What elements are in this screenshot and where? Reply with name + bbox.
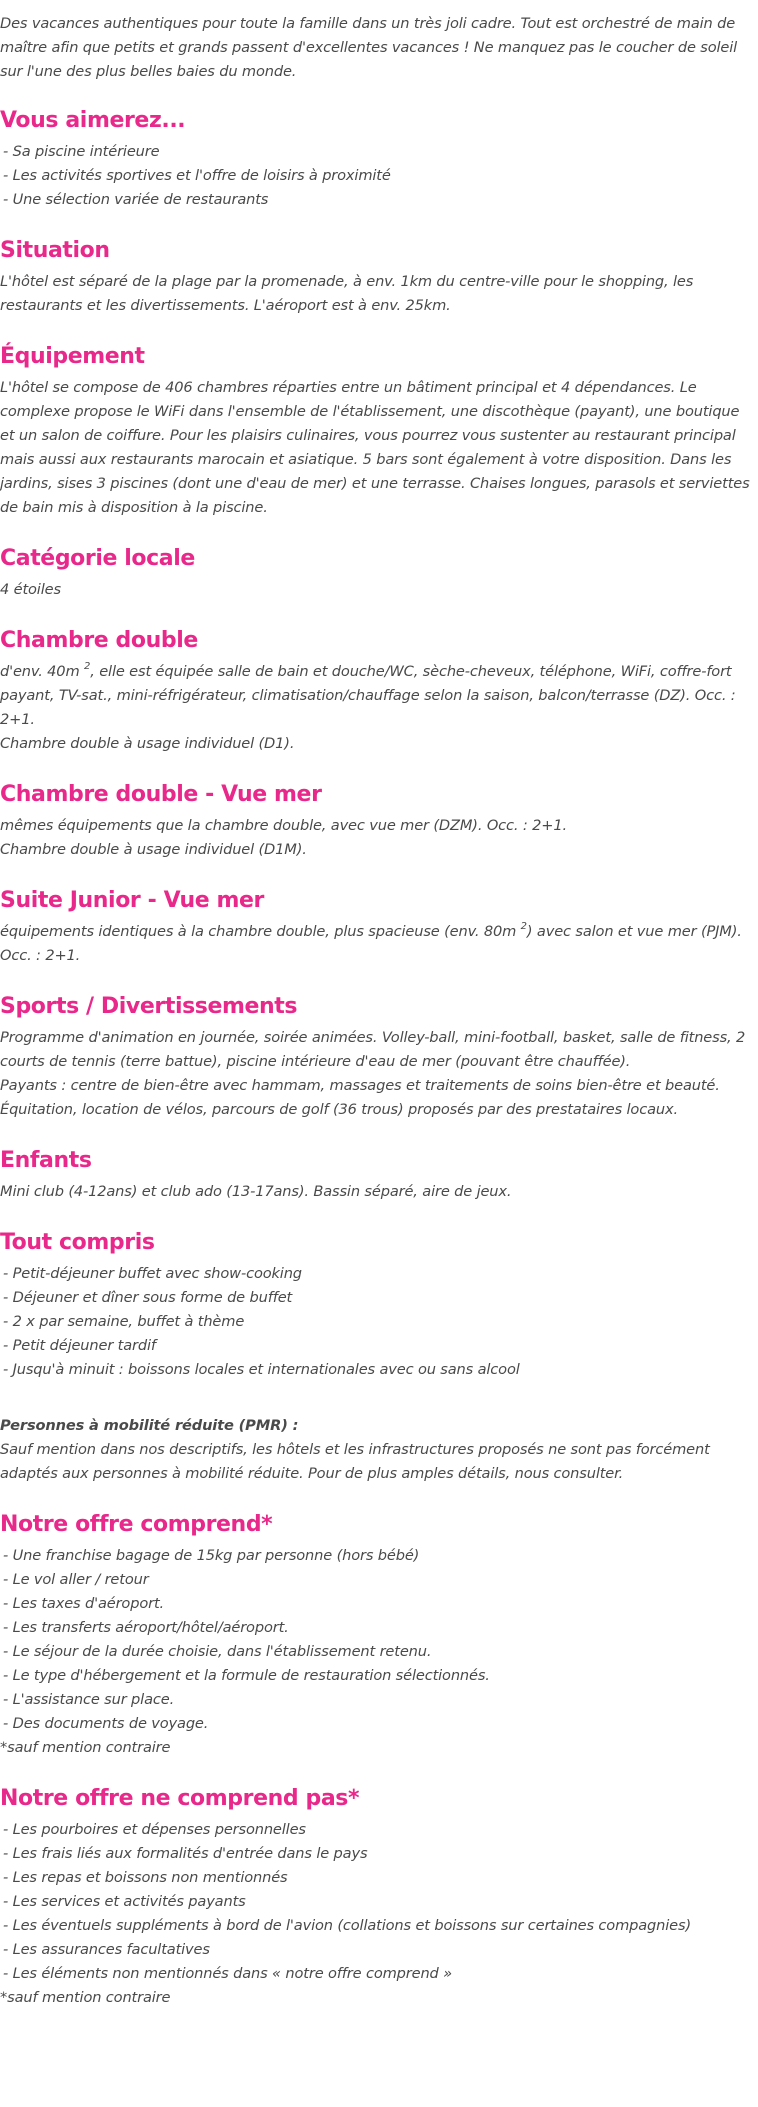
list-item: - Les éventuels suppléments à bord de l'avion (collations et boissons sur certaines compagnies) [3, 1917, 692, 1934]
section-title: Sports / Divertissements [0, 994, 298, 1019]
list-item: - Les repas et boissons non mentionnés [3, 1869, 288, 1886]
section-equipement [0, 342, 758, 520]
chambre-double-individuel: Chambre double à usage individuel (D1). [0, 735, 295, 752]
section-chambre-vue-mer [0, 780, 758, 862]
offre-ne-comprend-list [0, 1818, 758, 1986]
section-pmr [0, 1414, 758, 1486]
enfants-text: Mini club (4-12ans) et club ado (13-17ans). Bassin séparé, aire de jeux. [0, 1183, 512, 1200]
situation-text: L'hôtel est séparé de la plage par la promenade, à env. 1km du centre-ville pour le shopping, les restaurants et les divertissements. L'aéroport est à env. 25km. [0, 273, 694, 314]
footnote: *sauf mention contraire [0, 1989, 171, 2006]
chambre-double-text [0, 660, 758, 732]
tout-compris-list [0, 1262, 758, 1382]
section-title: Notre offre ne comprend pas* [0, 1786, 360, 1811]
list-item: - Sa piscine intérieure [3, 143, 160, 160]
section-title: Situation [0, 238, 110, 263]
feature-list [0, 140, 758, 212]
list-item: - Une franchise bagage de 15kg par personne (hors bébé) [3, 1547, 420, 1564]
text-part: , elle est équipée salle de bain et douche/WC, sèche-cheveux, téléphone, WiFi, coffre-fort payant, TV-sat., mini-réfrigérateur, climatisation/chauffage selon la saison, balcon/terrasse (DZ). Occ. : 2+1. [0, 663, 736, 728]
list-item: - Les pourboires et dépenses personnelles [3, 1821, 306, 1838]
list-item: - L'assistance sur place. [3, 1691, 175, 1708]
list-item: - Les transferts aéroport/hôtel/aéroport. [3, 1619, 289, 1636]
section-title: Suite Junior - Vue mer [0, 888, 264, 913]
offre-comprend-list [0, 1544, 758, 1736]
section-tout-compris [0, 1228, 758, 1382]
list-item: - Les services et activités payants [3, 1893, 246, 1910]
list-item: - Le séjour de la durée choisie, dans l'établissement retenu. [3, 1643, 432, 1660]
pmr-text: Sauf mention dans nos descriptifs, les hôtels et les infrastructures proposés ne sont pas forcément adaptés aux personnes à mobilité réduite. Pour de plus amples détails, nous consulter. [0, 1441, 710, 1482]
section-title: Notre offre comprend* [0, 1512, 273, 1537]
section-chambre-double [0, 626, 758, 756]
section-suite-junior [0, 886, 758, 968]
list-item: - Des documents de voyage. [3, 1715, 209, 1732]
suite-text [0, 920, 758, 944]
section-title: Catégorie locale [0, 546, 195, 571]
section-title: Chambre double [0, 628, 198, 653]
list-item: - 2 x par semaine, buffet à thème [3, 1313, 245, 1330]
pmr-heading: Personnes à mobilité réduite (PMR) : [0, 1417, 299, 1434]
list-item: - Petit déjeuner tardif [3, 1337, 156, 1354]
categorie-text: 4 étoiles [0, 581, 61, 598]
list-item: - Le vol aller / retour [3, 1571, 149, 1588]
section-title: Chambre double - Vue mer [0, 782, 322, 807]
list-item: - Une sélection variée de restaurants [3, 191, 269, 208]
superscript: 2 [520, 921, 527, 932]
sports-payants-text: Payants : centre de bien-être avec hammam, massages et traitements de soins bien-être et beauté. Équitation, location de vélos, parcours de golf (36 trous) proposés par des prestataires locaux. [0, 1077, 720, 1118]
list-item: - Les éléments non mentionnés dans « notre offre comprend » [3, 1965, 453, 1982]
list-item: - Le type d'hébergement et la formule de restauration sélectionnés. [3, 1667, 490, 1684]
list-item: - Les activités sportives et l'offre de loisirs à proximité [3, 167, 391, 184]
section-title: Vous aimerez... [0, 108, 186, 133]
text-part: équipements identiques à la chambre double, plus spacieuse (env. 80m [0, 923, 521, 940]
text-part: d'env. 40m [0, 663, 85, 680]
sports-text: Programme d'animation en journée, soirée animées. Volley-ball, mini-football, basket, salle de fitness, 2 courts de tennis (terre battue), piscine intérieure d'eau de mer (pouvant être chauffée). [0, 1029, 746, 1070]
equipement-text: L'hôtel se compose de 406 chambres réparties entre un bâtiment principal et 4 dépendances. Le complexe propose le WiFi dans l'ensemble de l'établissement, une discothèque (payant), une boutique et un salon de coiffure. Pour les plaisirs culinaires, vous pourrez vous sustenter au restaurant principal mais aussi aux restaurants marocain et asiatique. 5 bars sont également à votre disposition. Dans les jardins, sises 3 piscines (dont une d'eau de mer) et une terrasse. Chaises longues, parasols et serviettes de bain mis à disposition à la piscine. [0, 379, 750, 516]
superscript: 2 [84, 661, 91, 672]
footnote: *sauf mention contraire [0, 1739, 171, 1756]
section-sports [0, 992, 758, 1122]
section-enfants [0, 1146, 758, 1204]
chambre-mer-individuel: Chambre double à usage individuel (D1M). [0, 841, 307, 858]
section-title: Équipement [0, 344, 145, 369]
list-item: - Les taxes d'aéroport. [3, 1595, 165, 1612]
section-title: Enfants [0, 1148, 92, 1173]
list-item: - Déjeuner et dîner sous forme de buffet [3, 1289, 293, 1306]
section-situation [0, 236, 758, 318]
section-vous-aimerez [0, 106, 758, 212]
text-part: ) avec salon et vue mer (PJM). [526, 923, 742, 940]
list-item: - Petit-déjeuner buffet avec show-cooking [3, 1265, 302, 1282]
chambre-mer-text: mêmes équipements que la chambre double, avec vue mer (DZM). Occ. : 2+1. [0, 817, 567, 834]
section-categorie [0, 544, 758, 602]
intro-text: Des vacances authentiques pour toute la famille dans un très joli cadre. Tout est orchestré de main de maître afin que petits et grands passent d'excellentes vacances ! Ne manquez pas le coucher de soleil sur l'une des plus belles baies du monde. [0, 15, 738, 80]
list-item: - Les frais liés aux formalités d'entrée dans le pays [3, 1845, 368, 1862]
list-item: - Les assurances facultatives [3, 1941, 210, 1958]
list-item: - Jusqu'à minuit : boissons locales et internationales avec ou sans alcool [3, 1361, 520, 1378]
section-title: Tout compris [0, 1230, 155, 1255]
section-offre-comprend [0, 1510, 758, 1760]
section-offre-ne-comprend-pas [0, 1784, 758, 2010]
suite-occupancy: Occ. : 2+1. [0, 947, 81, 964]
